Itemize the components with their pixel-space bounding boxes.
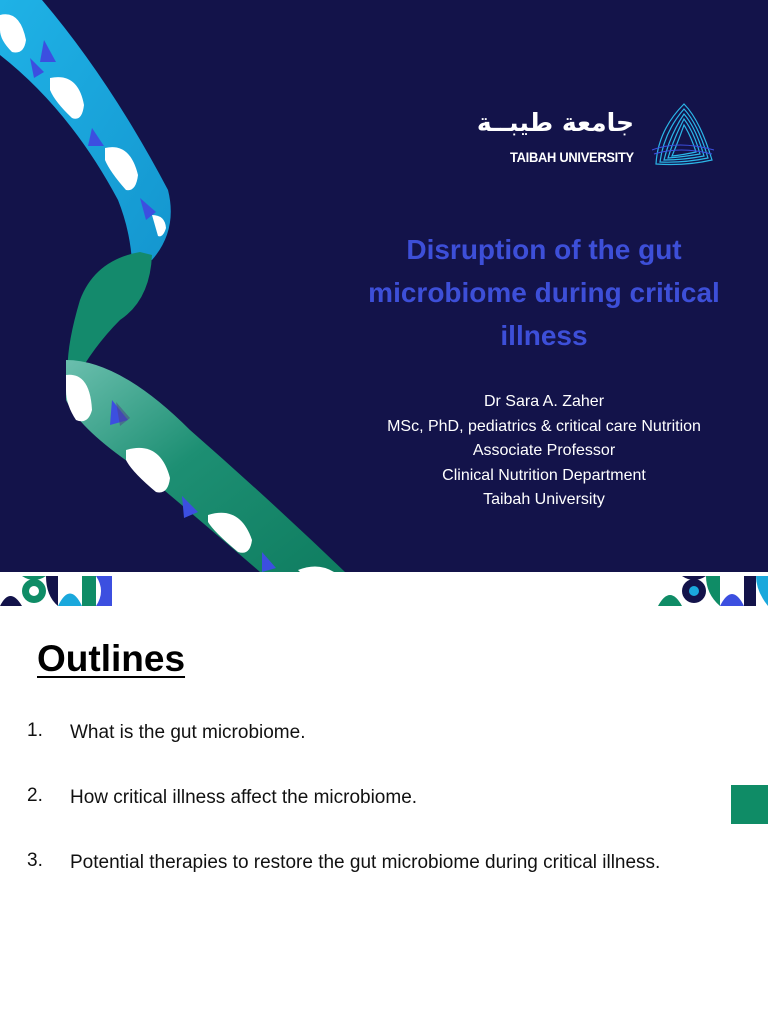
university-emblem-icon	[648, 100, 716, 168]
author-info	[345, 390, 743, 513]
title-line-2: microbiome during critical	[368, 277, 720, 308]
author-department: Clinical Nutrition Department	[442, 466, 646, 484]
decorative-pattern-right	[658, 576, 768, 606]
slide-title	[345, 228, 743, 357]
title-line-1: Disruption of the gut	[406, 234, 682, 265]
list-item-text: What is the gut microbiome.	[70, 722, 306, 743]
logo-arabic-text: جامعة طيبــة	[476, 108, 634, 137]
logo-english-text: TAIBAH UNIVERSITY	[510, 149, 634, 165]
author-degrees: MSc, PhD, pediatrics & critical care Nutrition	[387, 417, 701, 435]
outlines-heading: Outlines	[37, 638, 186, 679]
list-item-number: 3.	[27, 850, 43, 871]
list-item-text: Potential therapies to restore the gut microbiome during critical illness.	[70, 852, 661, 873]
list-item-text: How critical illness affect the microbiome.	[70, 787, 418, 808]
author-institution: Taibah University	[483, 491, 605, 509]
list-item-number: 2.	[27, 785, 43, 806]
outlines-slide	[0, 572, 768, 1024]
decorative-pattern-left	[0, 576, 112, 606]
author-name: Dr Sara A. Zaher	[483, 393, 605, 410]
title-line-3: illness	[500, 320, 588, 351]
list-item-number: 1.	[27, 720, 43, 741]
author-position: Associate Professor	[472, 442, 616, 460]
university-logo	[476, 100, 720, 170]
accent-tab	[731, 785, 768, 824]
